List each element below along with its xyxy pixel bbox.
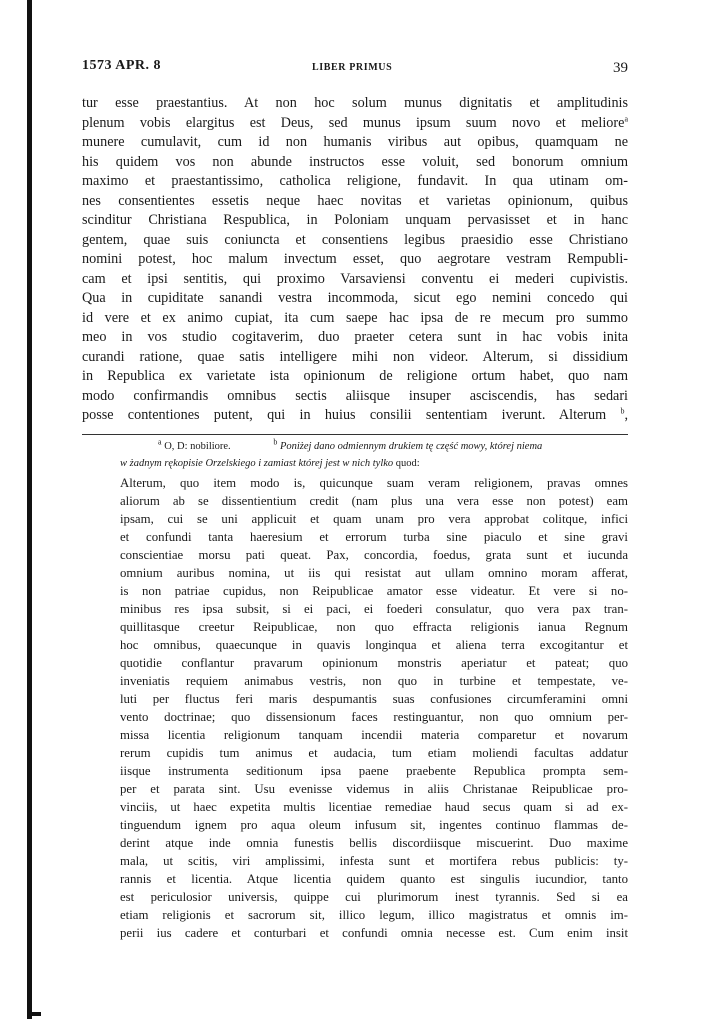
variant-line: iisque instrumenta seditionum ipsa paene praebente Republica prompta sem-: [120, 764, 628, 778]
variant-line: derint atque inde omnia funestis bellis discordiisque miscuerint. Duo maxime: [120, 836, 628, 850]
variant-line: rannis et licentia. Atque licentia quidem quanto est singulis iucundior, tanto: [120, 872, 628, 886]
footnote-line: [120, 438, 628, 455]
variant-line: est periculosior universis, quippe cui plurimorum inest tyrannis. Sed si ea: [120, 890, 628, 904]
variant-line: quillitasque creetur Reipublicae, non quo effracta religionis ianua Regnum: [120, 620, 628, 634]
footnote-rule: [82, 434, 628, 435]
page-header: [82, 58, 628, 82]
variant-line: tinguendum ignem pro aqua oleum infusum sit, ingentes continuo flammas de-: [120, 818, 628, 832]
footnote-b-quod: quod:: [395, 458, 420, 469]
variant-line: rerum cupidis tum animus et audacia, tum etiam moliendi facultas addatur: [120, 746, 628, 760]
text-line: Qua in cupiditate sanandi vestra incommoda, sicut ego nemini concedo qui: [82, 290, 628, 306]
binding-edge-foot: [27, 1012, 41, 1016]
footnote-mark-a: a: [624, 113, 628, 123]
footnote-a-text: O, D: nobiliore.: [164, 441, 231, 452]
variant-line: omnium auribus nomina, ut iis qui resistat aut ullam omnino moram afferat,: [120, 566, 628, 580]
text-line: posse contentiones putent, qui in huius consilii sententiam iverunt. Alterum $^b$,: [82, 406, 629, 423]
variant-line: etiam religionis et sacrorum sit, illico legum, illico magistratus et omnis im-: [120, 908, 628, 922]
variant-line: hoc omnibus, quaecunque in quavis longinqua et aliena terra excogitantur et: [120, 638, 628, 652]
text-line: nomini potest, hoc malum invectum esset, quo aegrotare vestram Rempubli-: [82, 251, 628, 267]
variant-line: vento doctrinae; quo dissensionum faces restinguantur, non quo omnium per-: [120, 710, 628, 724]
variant-line: aliorum ab se dissentientium credit (nam plus una vera esse non potest) eam: [120, 494, 628, 508]
text-line: scinditur Christiana Respublica, in Poloniam unquam pervasisset et in hanc: [82, 212, 628, 228]
footnote-b-mark: b: [273, 437, 278, 447]
variant-line: mala, ut scitis, viri amplissimi, infesta sunt et mortifera rebus publicis: ty-: [120, 854, 628, 868]
text-line: munere cumulavit, cum id non humanis viribus aut opibus, quamquam ne: [82, 134, 628, 150]
variant-line: conscientiae morsu pati queat. Pax, concordia, foedus, grata sunt et iucunda: [120, 548, 628, 562]
text-line: cam et ipsi sentitis, qui proximo Varsaviensi conventu ei mederi cupivistis.: [82, 270, 628, 287]
variant-line: minibus res ipsa subsit, si ei paci, ei foederi consulatur, quo vera pax tran-: [120, 602, 628, 616]
variant-line: inveniatis requiem animabus vestris, non quo in turbine et tempestate, ve-: [120, 674, 628, 688]
header-date: 1573 APR. 8: [82, 58, 161, 73]
main-text: [82, 94, 628, 426]
variant-line: missa licentia religionum tanquam incendii materia comparetur et novarum: [120, 728, 628, 742]
footnote-mark-b: b: [620, 406, 625, 416]
text-line: his quidem vos non abunde instructos esse voluit, sed bonorum omnium: [82, 153, 628, 170]
footnote-line: [120, 455, 628, 472]
footnote-a-mark: a: [158, 437, 162, 447]
variant-line: per et parata sint. Usu evenisse videmus in aliis Christanae Reipublicae pro-: [120, 782, 628, 796]
text-line: meo in vos studio cogitaverim, duo praeter cetera sunt in hac vobis inita: [82, 329, 628, 345]
variant-line: is non patriae cupidus, non Reipublicae amator esse videatur. Et vere si no-: [120, 584, 628, 598]
footnote-b-text-cont: w żadnym rękopisie Orzelskiego i zamiast której jest w nich tylko: [120, 458, 394, 469]
page-number: 39: [613, 60, 628, 76]
text-line: modo confirmandis omnibus sectis aliisque insuper asciscendis, has sedari: [82, 387, 628, 404]
text-line: in Republica ex varietate ista opinionum de religione ortum habet, quo nam: [82, 368, 628, 384]
variant-line: ipsam, cui se uni applicuit et quam unam pro vera approbat colitque, infici: [120, 512, 628, 526]
variant-line: Alterum, quo item modo is, quicunque suam veram religionem, pravas omnes: [120, 476, 628, 490]
variant-line: luti per fluctus feri maris despumantis suas confusiones circumferamini omni: [120, 692, 628, 706]
text-line: nes consentientes essetis neque haec novitas et varietas opinionum, quibus: [82, 192, 628, 209]
text-line: tur esse praestantius. At non hoc solum munus dignitatis et amplitudinis: [82, 95, 628, 111]
text-line: plenum vobis elargitus est Deus, sed munus ipsum suum novo et meliore$^a$: [82, 113, 628, 131]
variant-line: vinciis, ut haec expetita multis licentiae remediae haud secus quam si ad ex-: [120, 800, 628, 814]
running-title: LIBER PRIMUS: [312, 62, 393, 73]
text-line: id vere et ex animo cupiat, ita cum saepe hac ipsa de re mecum pro summo: [82, 309, 628, 326]
variant-text: [120, 474, 628, 942]
text-line: maximo et praestantissimo, catholica religione, fundavit. In qua utinam om-: [82, 173, 628, 189]
variant-line: quotidie conflantur pravarum opinionum monstris aperiatur et pateat; quo: [120, 656, 628, 670]
footnotes: [120, 438, 628, 472]
variant-line: perii ius cadere et conturbari et confundi omnia necesse est. Cum enim insit: [120, 926, 628, 940]
footnote-b-text: Poniżej dano odmiennym drukiem tę część mowy, której niema: [279, 441, 543, 452]
text-line: gentem, quae suis coniuncta et consentiens legibus praesidio esse Christiano: [82, 231, 628, 248]
text-line: curandi ratione, quae satis intelligere mihi non videor. Alterum, si dissidium: [82, 348, 628, 365]
variant-line: et confundi tanta haeresium et errorum turba sine piaculo et sine gravi: [120, 530, 628, 544]
binding-edge: [27, 0, 32, 1019]
